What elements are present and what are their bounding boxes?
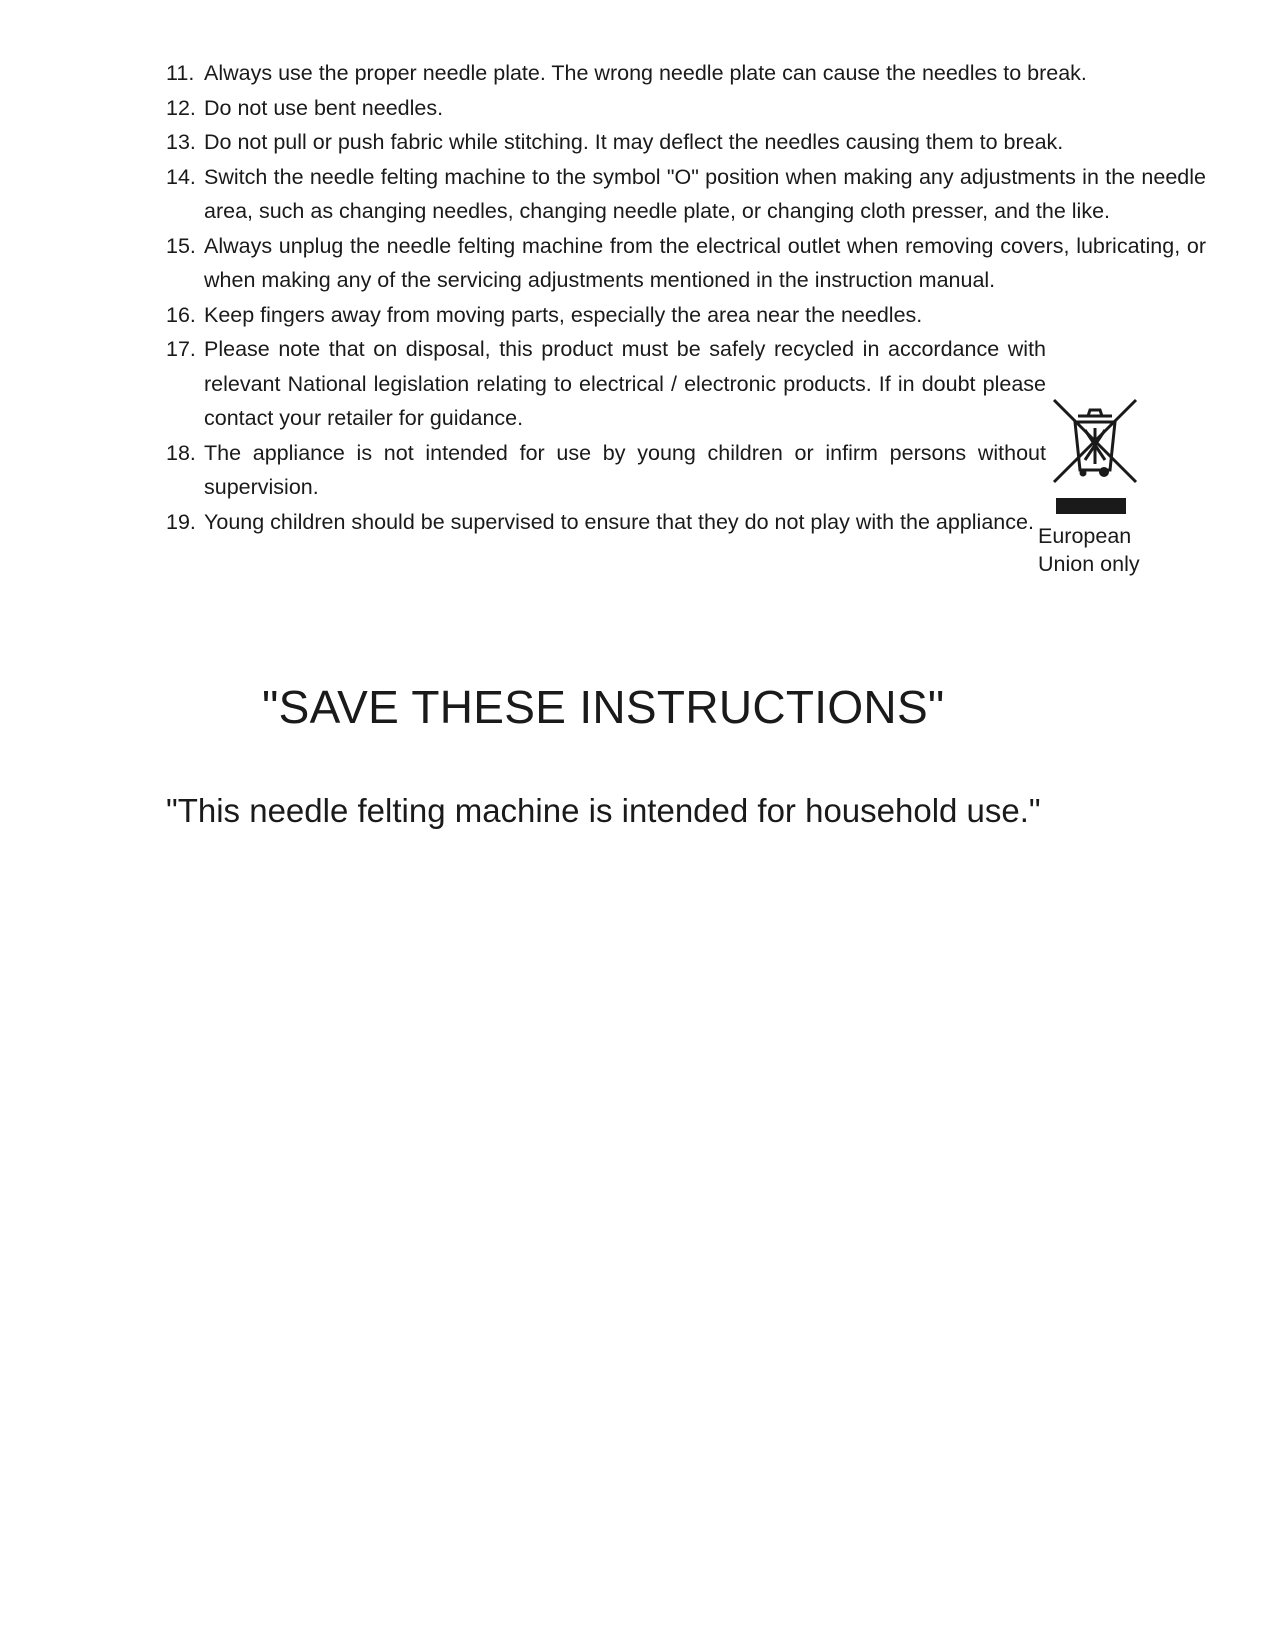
weee-label — [1038, 522, 1188, 578]
instruction-item-15 — [166, 229, 1206, 298]
item-text: Always use the proper needle plate. The wrong needle plate can cause the needles to break. — [204, 61, 1087, 85]
weee-symbol — [1038, 398, 1188, 578]
household-use-note: "This needle felting machine is intended for household use." — [166, 792, 1041, 829]
item-text: Switch the needle felting machine to the symbol "O" position when making any adjustments in the needle area, such as changing needles, changing needle plate, or changing cloth presser, and the like. — [204, 164, 1206, 223]
instruction-item-12 — [166, 91, 1206, 126]
item-number: 12. — [166, 95, 196, 120]
instruction-item-14 — [166, 160, 1206, 229]
item-text: Keep fingers away from moving parts, especially the area near the needles. — [204, 302, 923, 327]
item-number: 16. — [166, 302, 196, 327]
instruction-item-13 — [166, 125, 1206, 160]
instruction-item-19 — [166, 505, 1046, 540]
item-number: 19. — [166, 509, 196, 534]
instruction-item-17 — [166, 332, 1046, 436]
item-number: 14. — [166, 164, 196, 189]
item-text: Please note that on disposal, this product must be safely recycled in accordance with relevant National legislation relating to electrical / electronic products. If in doubt please contact your retailer for guidance. — [204, 337, 1046, 430]
item-text: Do not pull or push fabric while stitching. It may deflect the needles causing them to break. — [204, 130, 1064, 154]
item-text: Always unplug the needle felting machine from the electrical outlet when removing covers, lubricating, or when making any of the servicing adjustments mentioned in the instruction manual. — [204, 233, 1206, 292]
item-text: The appliance is not intended for use by young children or infirm persons without supervision. — [204, 440, 1046, 499]
save-instructions-heading: "SAVE THESE INSTRUCTIONS" — [262, 681, 945, 733]
item-number: 11. — [166, 61, 195, 85]
item-number: 17. — [166, 337, 196, 361]
item-text: Do not use bent needles. — [204, 95, 444, 120]
item-number: 15. — [166, 233, 196, 258]
instruction-item-16 — [166, 298, 1206, 333]
weee-label-line2: Union only — [1038, 552, 1140, 576]
instruction-item-18 — [166, 436, 1046, 505]
crossed-out-wheelie-bin-icon — [1050, 398, 1140, 514]
item-number: 18. — [166, 440, 196, 465]
item-text: Young children should be supervised to ensure that they do not play with the appliance. — [204, 509, 1034, 534]
item-number: 13. — [166, 130, 196, 154]
weee-label-line1: European — [1038, 524, 1132, 548]
instruction-item-11 — [166, 56, 1206, 91]
